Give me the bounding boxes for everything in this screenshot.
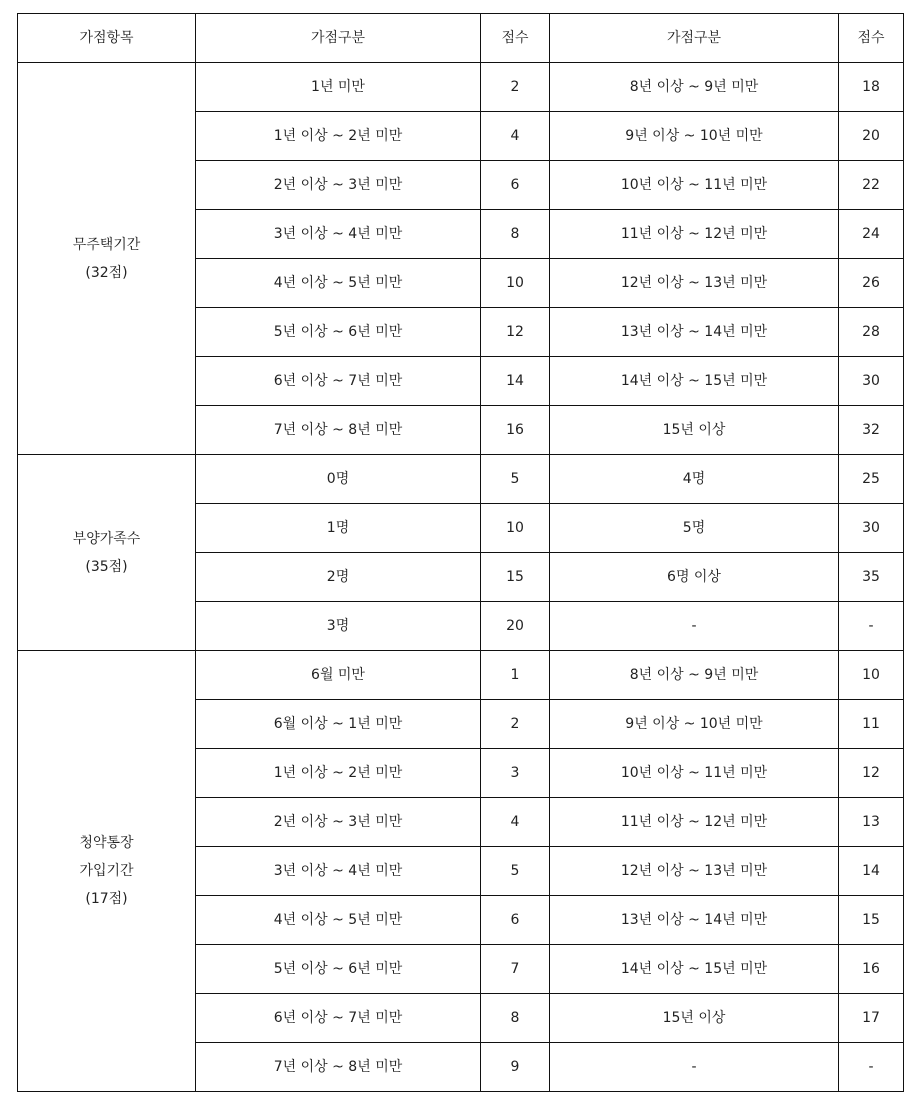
category-a-cell: 6월 미만 (196, 651, 481, 700)
category-b-cell: 11년 이상 ~ 12년 미만 (550, 210, 839, 259)
score-item-cell (18, 63, 196, 455)
category-b-cell: 10년 이상 ~ 11년 미만 (550, 749, 839, 798)
category-a-cell: 1년 미만 (196, 63, 481, 112)
score-b-cell: 32 (839, 406, 904, 455)
category-b-cell: 15년 이상 (550, 406, 839, 455)
score-item-label: 청약통장 (79, 835, 134, 851)
score-item-label: 가입기간 (79, 863, 134, 879)
score-a-cell: 10 (481, 504, 550, 553)
score-b-cell: 30 (839, 504, 904, 553)
score-b-cell: - (839, 1043, 904, 1092)
score-a-cell: 6 (481, 896, 550, 945)
category-b-cell: 12년 이상 ~ 13년 미만 (550, 847, 839, 896)
score-a-cell: 2 (481, 700, 550, 749)
score-a-cell: 3 (481, 749, 550, 798)
category-b-cell: 11년 이상 ~ 12년 미만 (550, 798, 839, 847)
category-a-cell: 2년 이상 ~ 3년 미만 (196, 161, 481, 210)
score-b-cell: - (839, 602, 904, 651)
score-b-cell: 35 (839, 553, 904, 602)
category-a-cell: 4년 이상 ~ 5년 미만 (196, 259, 481, 308)
score-a-cell: 14 (481, 357, 550, 406)
category-b-cell: 13년 이상 ~ 14년 미만 (550, 308, 839, 357)
score-a-cell: 1 (481, 651, 550, 700)
score-b-cell: 20 (839, 112, 904, 161)
header-category-b: 가점구분 (550, 14, 839, 63)
category-a-cell: 2명 (196, 553, 481, 602)
category-a-cell: 4년 이상 ~ 5년 미만 (196, 896, 481, 945)
category-a-cell: 5년 이상 ~ 6년 미만 (196, 308, 481, 357)
score-b-cell: 15 (839, 896, 904, 945)
category-b-cell: 8년 이상 ~ 9년 미만 (550, 63, 839, 112)
score-a-cell: 9 (481, 1043, 550, 1092)
header-item: 가점항목 (18, 14, 196, 63)
score-a-cell: 7 (481, 945, 550, 994)
score-item-label: 무주택기간 (72, 236, 141, 253)
category-b-cell: 14년 이상 ~ 15년 미만 (550, 945, 839, 994)
score-a-cell: 16 (481, 406, 550, 455)
category-a-cell: 3년 이상 ~ 4년 미만 (196, 210, 481, 259)
score-item-cell (18, 455, 196, 651)
score-b-cell: 13 (839, 798, 904, 847)
category-a-cell: 3년 이상 ~ 4년 미만 (196, 847, 481, 896)
score-a-cell: 15 (481, 553, 550, 602)
score-a-cell: 20 (481, 602, 550, 651)
category-a-cell: 1년 이상 ~ 2년 미만 (196, 112, 481, 161)
category-a-cell: 6월 이상 ~ 1년 미만 (196, 700, 481, 749)
category-a-cell: 6년 이상 ~ 7년 미만 (196, 357, 481, 406)
score-b-cell: 25 (839, 455, 904, 504)
category-a-cell: 1명 (196, 504, 481, 553)
score-item-label: (35점) (85, 558, 128, 575)
score-b-cell: 12 (839, 749, 904, 798)
score-item-label: 부양가족수 (72, 530, 141, 547)
category-b-cell: 13년 이상 ~ 14년 미만 (550, 896, 839, 945)
category-a-cell: 3명 (196, 602, 481, 651)
category-a-cell: 0명 (196, 455, 481, 504)
score-b-cell: 18 (839, 63, 904, 112)
category-a-cell: 7년 이상 ~ 8년 미만 (196, 1043, 481, 1092)
score-a-cell: 8 (481, 994, 550, 1043)
score-item-label: (32점) (85, 264, 128, 281)
table-body (18, 63, 904, 1092)
score-b-cell: 26 (839, 259, 904, 308)
score-b-cell: 24 (839, 210, 904, 259)
score-a-cell: 12 (481, 308, 550, 357)
score-a-cell: 6 (481, 161, 550, 210)
category-a-cell: 1년 이상 ~ 2년 미만 (196, 749, 481, 798)
category-b-cell: 8년 이상 ~ 9년 미만 (550, 651, 839, 700)
category-a-cell: 7년 이상 ~ 8년 미만 (196, 406, 481, 455)
header-score-a: 점수 (481, 14, 550, 63)
housing-subscription-score-table (17, 13, 904, 1092)
category-b-cell: 5명 (550, 504, 839, 553)
category-b-cell: 6명 이상 (550, 553, 839, 602)
score-a-cell: 10 (481, 259, 550, 308)
score-b-cell: 16 (839, 945, 904, 994)
score-a-cell: 8 (481, 210, 550, 259)
category-a-cell: 6년 이상 ~ 7년 미만 (196, 994, 481, 1043)
score-b-cell: 22 (839, 161, 904, 210)
score-b-cell: 14 (839, 847, 904, 896)
score-a-cell: 2 (481, 63, 550, 112)
category-b-cell: 10년 이상 ~ 11년 미만 (550, 161, 839, 210)
score-b-cell: 10 (839, 651, 904, 700)
category-b-cell: 9년 이상 ~ 10년 미만 (550, 700, 839, 749)
score-a-cell: 5 (481, 847, 550, 896)
score-item-cell (18, 651, 196, 1092)
header-row (18, 14, 904, 63)
table-row (18, 63, 904, 112)
score-a-cell: 5 (481, 455, 550, 504)
score-item-label: (17점) (85, 891, 128, 907)
table-row (18, 651, 904, 700)
category-b-cell: 9년 이상 ~ 10년 미만 (550, 112, 839, 161)
category-a-cell: 5년 이상 ~ 6년 미만 (196, 945, 481, 994)
category-b-cell: - (550, 602, 839, 651)
category-b-cell: 4명 (550, 455, 839, 504)
header-score-b: 점수 (839, 14, 904, 63)
score-b-cell: 28 (839, 308, 904, 357)
category-b-cell: 14년 이상 ~ 15년 미만 (550, 357, 839, 406)
category-b-cell: 12년 이상 ~ 13년 미만 (550, 259, 839, 308)
score-table-container (17, 13, 904, 1092)
category-a-cell: 2년 이상 ~ 3년 미만 (196, 798, 481, 847)
score-a-cell: 4 (481, 798, 550, 847)
score-b-cell: 11 (839, 700, 904, 749)
category-b-cell: - (550, 1043, 839, 1092)
score-b-cell: 30 (839, 357, 904, 406)
score-b-cell: 17 (839, 994, 904, 1043)
score-a-cell: 4 (481, 112, 550, 161)
category-b-cell: 15년 이상 (550, 994, 839, 1043)
table-row (18, 455, 904, 504)
header-category-a: 가점구분 (196, 14, 481, 63)
